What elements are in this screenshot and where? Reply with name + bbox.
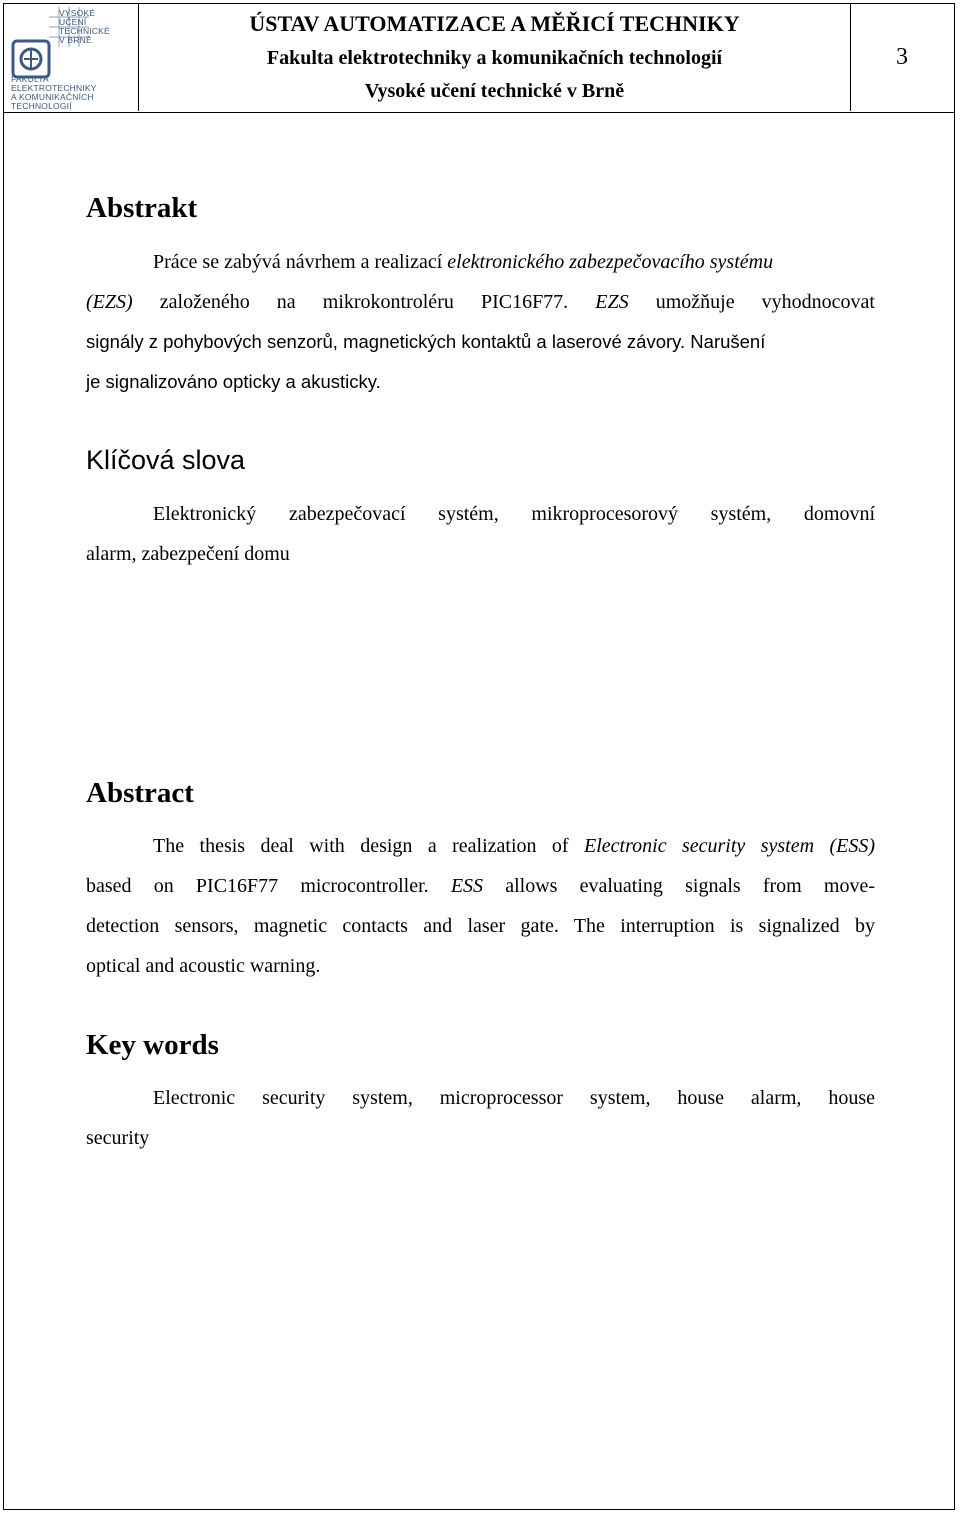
logo-top-line: TECHNICKÉ — [59, 26, 110, 36]
text-span: založeného na mikrokontroléru PIC16F77. — [132, 291, 596, 313]
text-line: alarm, zabezpečení domu — [86, 543, 290, 565]
text-span-italic: EZS — [595, 291, 629, 313]
logo-bottom-line: FAKULTA — [11, 74, 49, 84]
logo-bottom-line: A KOMUNIKAČNÍCH — [11, 92, 94, 102]
page-frame — [3, 3, 955, 1510]
faculty-emblem-icon — [11, 39, 51, 79]
institute-name: ÚSTAV AUTOMATIZACE A MĚŘICÍ TECHNIKY — [249, 11, 740, 36]
text-span-italic: elektronického zabezpečovacího systému — [447, 251, 774, 273]
logo-top-line: UČENÍ — [59, 17, 87, 27]
abstract-paragraph — [86, 826, 875, 986]
university-logo — [3, 3, 139, 111]
text-line — [86, 282, 875, 322]
logo-bottom-line: ELEKTROTECHNIKY — [11, 83, 97, 93]
klicova-slova-heading: Klíčová slova — [86, 445, 246, 475]
university-name: Vysoké učení technické v Brně — [364, 80, 625, 102]
text-span-italic: ESS — [450, 875, 484, 897]
text-span: allows evaluating signals from move- — [483, 875, 875, 897]
text-line: detection sensors, magnetic contacts and laser gate. The interruption is signalized by — [86, 915, 875, 937]
klicova-slova-paragraph — [86, 494, 875, 574]
text-line — [86, 866, 875, 906]
abstrakt-heading: Abstrakt — [86, 192, 198, 224]
text-span-italic: (EZS) — [86, 291, 133, 313]
abstract-heading: Abstract — [86, 777, 194, 809]
text-line: Electronic security system, microprocessor system, house alarm, house — [153, 1087, 875, 1109]
page-header — [3, 3, 955, 113]
logo-top-line: V BRNĚ — [59, 35, 92, 45]
text-line: Elektronický zabezpečovací systém, mikroprocesorový systém, domovní — [153, 503, 875, 525]
text-span-italic: Electronic security system (ESS) — [584, 835, 875, 857]
text-line — [86, 242, 875, 282]
text-line: optical and acoustic warning. — [86, 955, 321, 977]
text-line — [86, 826, 875, 866]
text-span: umožňuje vyhodnocovat — [628, 291, 875, 313]
abstrakt-paragraph — [86, 242, 875, 402]
page-number: 3 — [896, 43, 908, 70]
logo-bottom-line: TECHNOLOGIÍ — [11, 101, 72, 111]
text-span: The thesis deal with design a realization of — [153, 835, 585, 857]
key-words-heading: Key words — [86, 1029, 219, 1061]
text-span: based on PIC16F77 microcontroller. — [86, 875, 451, 897]
header-title-block — [139, 3, 851, 111]
text-line: je signalizováno opticky a akusticky. — [86, 371, 381, 392]
text-span: Práce se zabývá návrhem a realizací — [153, 251, 448, 273]
logo-top-line: VYSOKÉ — [59, 8, 96, 18]
faculty-name: Fakulta elektrotechniky a komunikačních technologií — [266, 47, 723, 69]
text-line: signály z pohybových senzorů, magnetických kontaktů a laserové závory. Narušení — [86, 331, 766, 352]
text-line: security — [86, 1127, 150, 1149]
key-words-paragraph — [86, 1078, 875, 1158]
